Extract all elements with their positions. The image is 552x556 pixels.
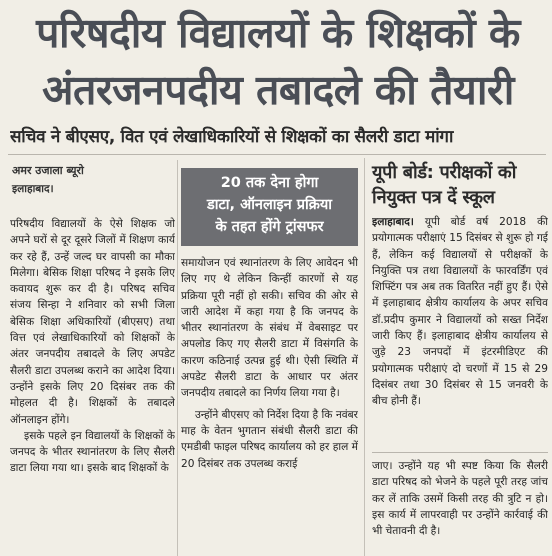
column-divider xyxy=(364,158,365,556)
paragraph xyxy=(372,214,548,410)
paragraph: उन्होंने बीएसए को निर्देश दिया है कि नवंबर माह के वेतन भुगतान संबंधी सैलरी डाटा की एमडीबी फाइल परिषद कार्यालय को हर हाल में 20 दिसंबर तक उपलब्ध कराई xyxy=(181,408,358,470)
headline-line-2: अंतरजनपदीय तबादले की तैयारी xyxy=(42,66,514,114)
sidebar-body: यूपी बोर्ड वर्ष 2018 की प्रयोगात्मक परीक्षाएं 15 दिसंबर से शुरू हो गई हैं, लेकिन कई विद्यालयों से परीक्षकों के नियुक्ति पत्र तथा विद्यालयों के फारवर्डिंग एवं शिफ्टिंग पत्र अब तक वितरित नहीं हुए हैं। ऐसे में इलाहाबाद क्षेत्रीय कार्यालय के अपर सचिव डॉ.प्रदीप कुमार ने विद्यालयों को सख्त निर्देश जारी किए हैं। इलाहाबाद क्षेत्रीय कार्यालय से जुड़े 23 जनपदों में इंटरमीडिएट की प्रयोगात्मक परीक्षाएं दो चरणों में 15 से 29 दिसंबर तथा 30 दिसंबर से 15 जनवरी के बीच होनी हैं। xyxy=(372,216,548,408)
paragraph: समायोजन एवं स्थानांतरण के लिए आवेदन भी लिए गए थे लेकिन किन्हीं कारणों से यह प्रक्रिया पूरी नहीं हो सकी। सचिव की ओर से जारी आदेश में कहा गया है कि जनपद के भीतर स्थानांतरण के संबंध में वेबसाइट पर अपलोड किए गए सैलरी डाटा में विसंगति के कारण कठिनाई उत्पन्न हुई थी। ऐसी स्थिति में अपडेट सैलरी डाटा के आधार पर अंतर जनपदीय तबादले का निर्णय लिया गया है। xyxy=(181,257,358,400)
paragraph: इसके पहले इन विद्यालयों के शिक्षकों के जनपद के भीतर स्थानांतरण के लिए सैलरी डाटा लिया गया था। इसके बाद शिक्षकों के xyxy=(10,429,175,475)
sidebar-article xyxy=(372,214,548,449)
subheadline: सचिव ने बीएसए, वित एवं लेखाधिकारियों से शिक्षकों का सैलरी डाटा मांगा xyxy=(10,127,454,147)
paragraph: परिषदीय विद्यालयों के ऐसे शिक्षक जो अपने घरों से दूर दूसरे जिलों में शिक्षण कार्य कर रहे हैं, उन्हें जल्द घर वापसी का मौका मिलेगा। बेसिक शिक्षा परिषद ने इसके लिए कवायद शुरू कर दी है। परिषद सचिव संजय सिन्हा ने शनिवार को सभी जिला बेसिक शिक्षा अधिकारियों (बीएसए) तथा वित्त एवं लेखाधिकारियों को शिक्षकों के अंतर जनपदीय तबादले के लिए अपडेट सैलरी डाटा उपलब्ध कराने का आदेश दिया। उन्होंने इसके लिए 20 दिसंबर तक की मोहलत दी है। शिक्षकों के तबादले ऑनलाइन होंगे। xyxy=(10,218,175,426)
column-divider xyxy=(177,160,178,556)
article-column-2 xyxy=(181,255,358,556)
dateline: इलाहाबाद। xyxy=(12,183,54,195)
sidebar-dateline: इलाहाबाद। xyxy=(372,216,414,228)
sidebar-headline xyxy=(372,160,548,210)
highlight-line-3: के तहत होंगे ट्रांसफर xyxy=(215,219,324,235)
sidebar-headline-line-2: नियुक्त पत्र दें स्कूल xyxy=(372,187,495,208)
main-headline xyxy=(8,4,548,118)
byline: अमर उजाला ब्यूरो xyxy=(12,164,84,177)
paragraph: जाए। उन्होंने यह भी स्पष्ट किया कि सैलरी डाटा परिषद को भेजने के पहले पूरी तरह जांच कर लें ताकि उसमें किसी तरह की त्रुटि न हो। इस कार्य में लापरवाही पर उन्होंने कार्रवाई की भी चेतावनी दी है। xyxy=(372,460,548,538)
top-divider xyxy=(8,154,546,155)
highlight-line-1: 20 तक देना होगा xyxy=(220,175,319,191)
article-column-1 xyxy=(10,216,175,556)
highlight-line-2: डाटा, ऑनलाइन प्रक्रिया xyxy=(206,197,333,213)
article-continuation xyxy=(372,458,548,556)
highlight-box xyxy=(181,168,358,246)
sidebar-divider xyxy=(372,452,548,453)
sidebar-headline-line-1: यूपी बोर्ड: परीक्षकों को xyxy=(372,162,517,183)
headline-line-1: परिषदीय विद्यालयों के शिक्षकों के xyxy=(36,9,520,57)
